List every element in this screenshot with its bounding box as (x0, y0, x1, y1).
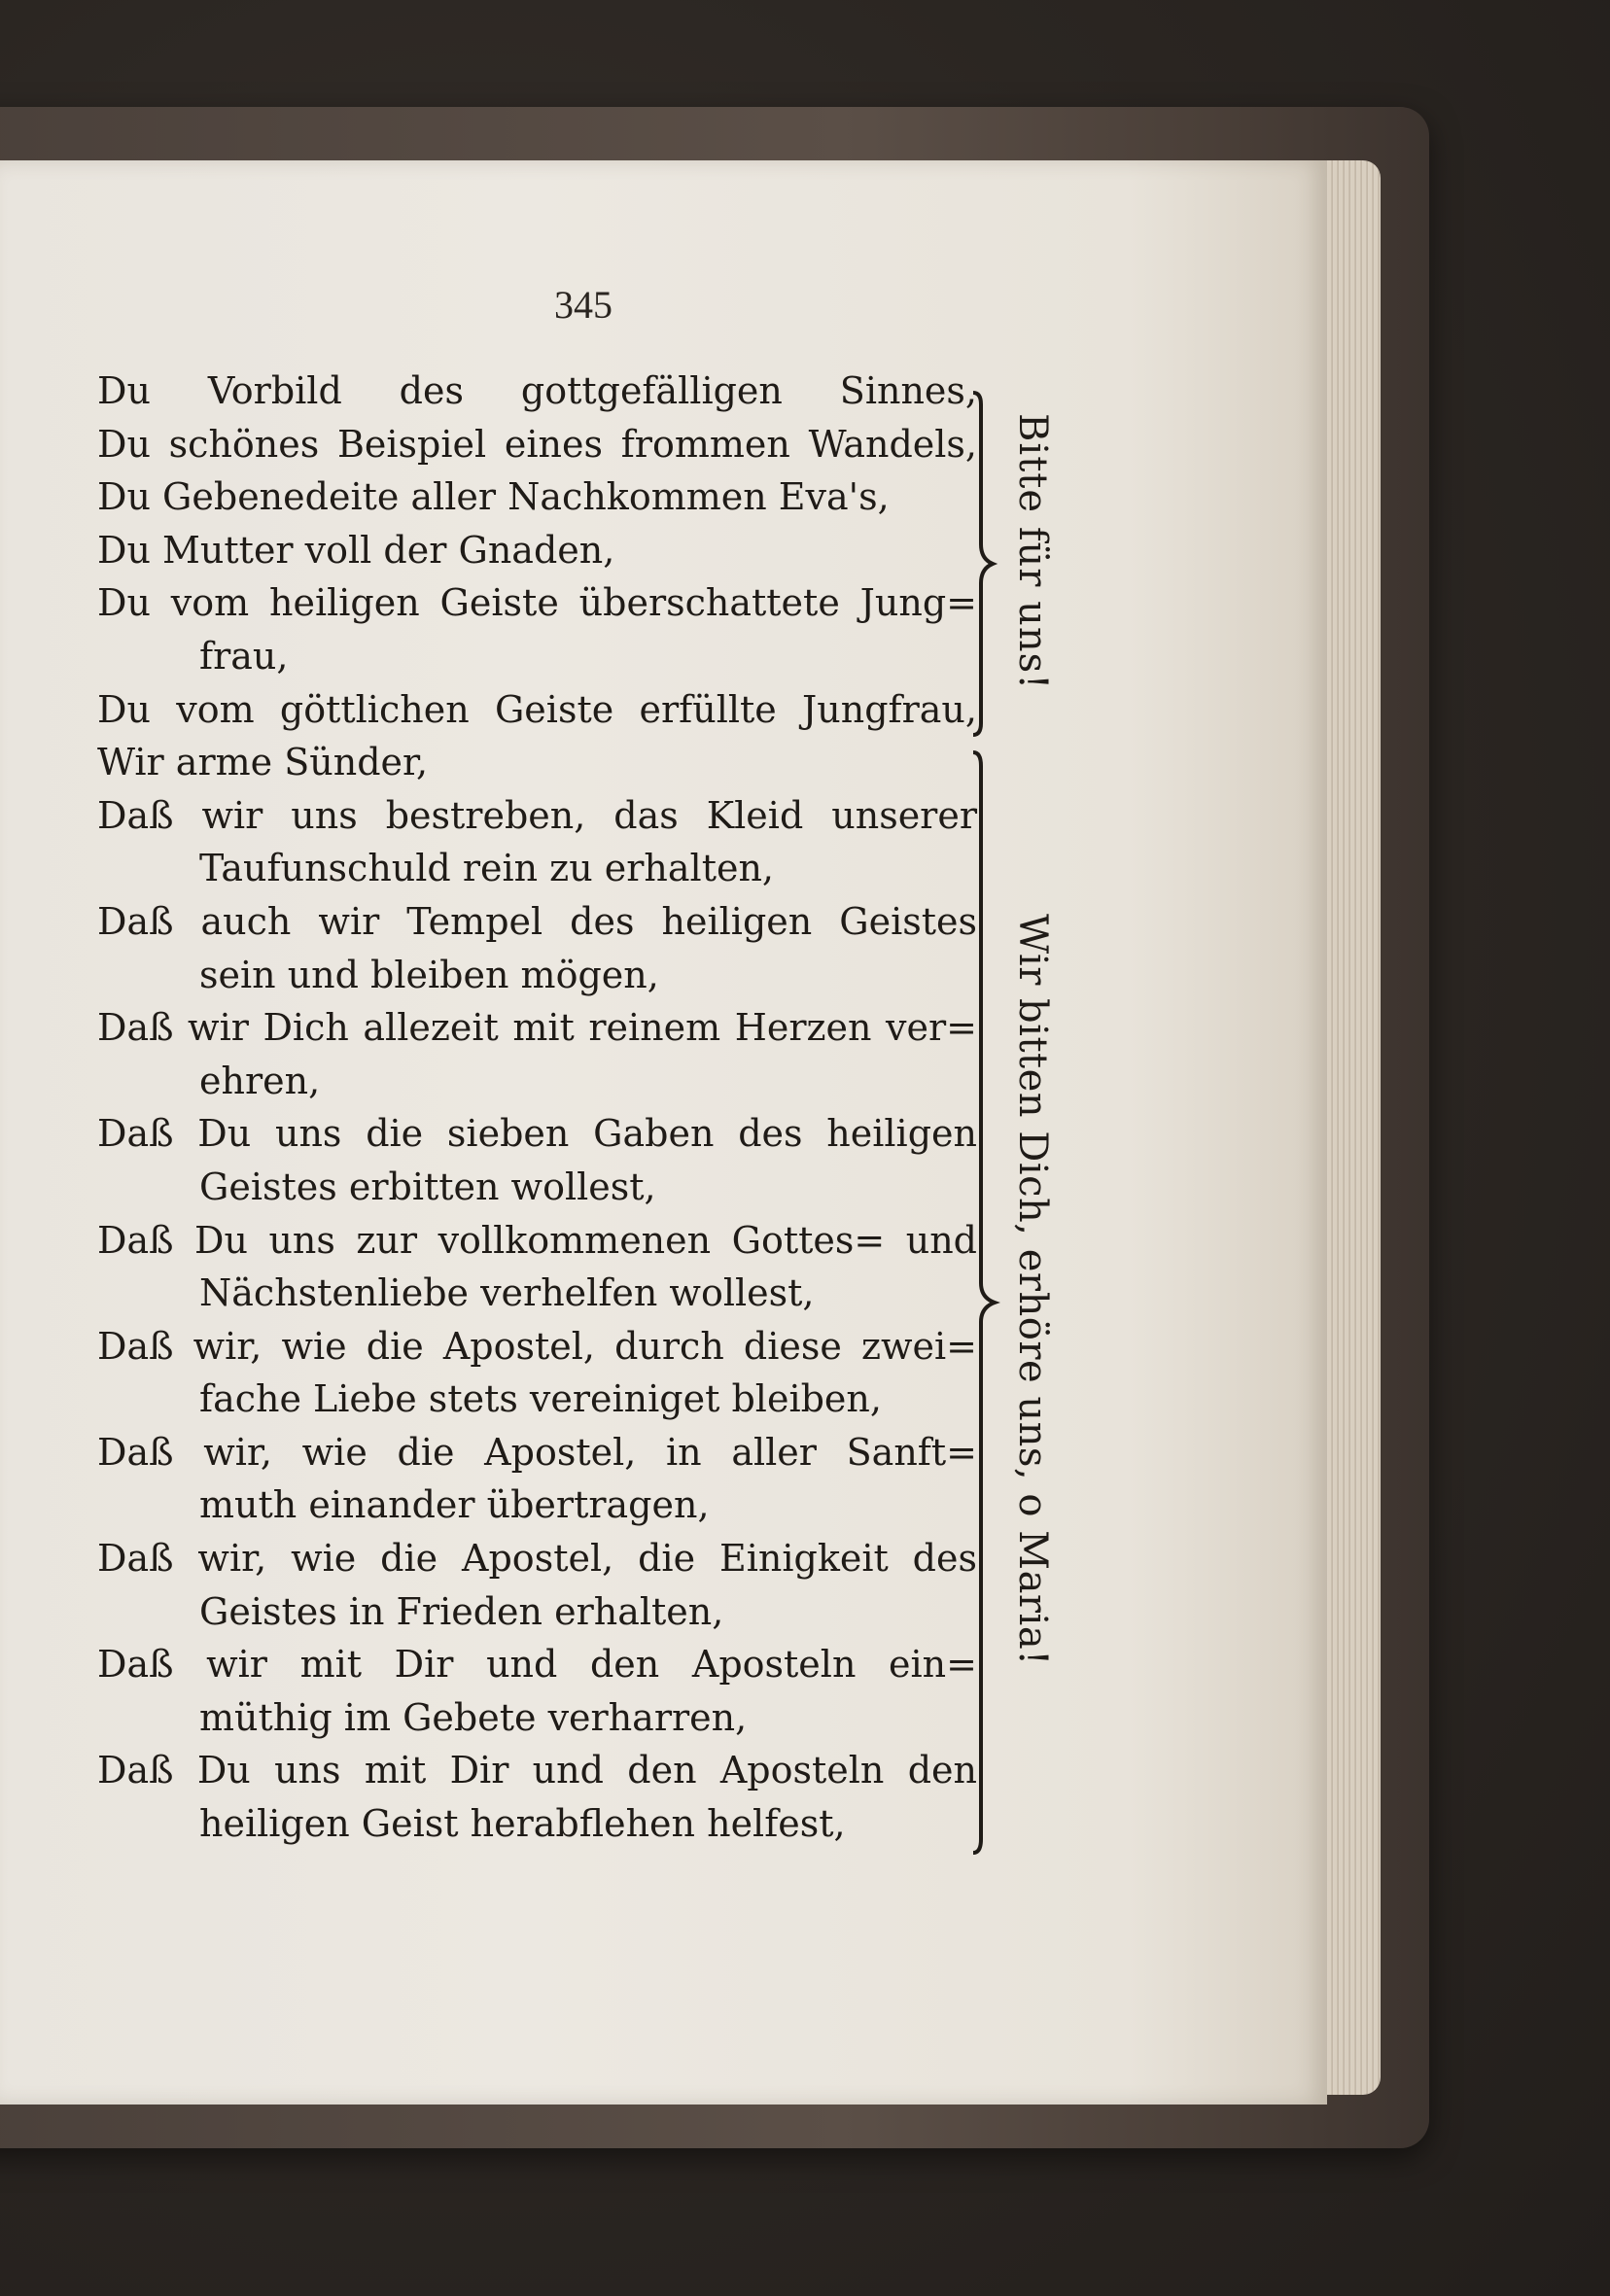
litany-line: Du vom göttlichen Geiste erfüllte Jungfrau, (97, 687, 977, 731)
litany-line: fache Liebe stets vereiniget bleiben, (199, 1377, 882, 1421)
litany-line: Geistes in Frieden erhalten, (199, 1589, 724, 1633)
litany-line: Taufunschuld rein zu erhalten, (199, 847, 775, 890)
litany-line: Geistes erbitten wollest, (199, 1165, 656, 1208)
litany-line: müthig im Gebete verharren, (199, 1695, 748, 1739)
litany-line: Daß wir, wie die Apostel, durch diese zwei= (97, 1324, 977, 1368)
brace-bitte (967, 389, 1006, 739)
litany-line: Daß wir, wie die Apostel, in aller Sanft= (97, 1430, 977, 1474)
litany-line: Du schönes Beispiel eines frommen Wandels, (97, 422, 977, 466)
litany-line: sein und bleiben mögen, (199, 953, 659, 996)
page-number: 345 (554, 283, 612, 327)
brace-wir-bitten (967, 748, 1006, 1857)
litany-line: heiligen Geist herabflehen helfest, (199, 1802, 846, 1846)
litany-text (97, 365, 977, 1851)
litany-line: Daß auch wir Tempel des heiligen Geistes (97, 899, 977, 943)
litany-line: Daß wir, wie die Apostel, die Einigkeit des (97, 1537, 977, 1581)
response-bitte-fuer-uns: Bitte für uns! (1010, 413, 1055, 691)
litany-line: Daß Du uns mit Dir und den Aposteln den (97, 1749, 977, 1792)
litany-line: Wir arme Sünder, (97, 741, 429, 784)
litany-line: Daß Du uns zur vollkommenen Gottes= und (97, 1218, 977, 1262)
litany-line: Daß Du uns die sieben Gaben des heiligen (97, 1112, 977, 1156)
litany-line: Daß wir mit Dir und den Aposteln ein= (97, 1643, 977, 1687)
litany-line: Du Vorbild des gottgefälligen Sinnes, (97, 369, 977, 412)
response-wir-bitten-dich: Wir bitten Dich, erhöre uns, o Maria! (1010, 914, 1055, 1666)
litany-line: Daß wir Dich allezeit mit reinem Herzen ver= (97, 1006, 977, 1050)
litany-line: muth einander übertragen, (199, 1483, 710, 1527)
litany-line: Nächstenliebe verhelfen wollest, (199, 1271, 815, 1315)
litany-line: Du Gebenedeite aller Nachkommen Eva's, (97, 475, 890, 519)
litany-line: ehren, (199, 1059, 321, 1102)
litany-line: frau, (199, 634, 289, 678)
litany-line: Du Mutter voll der Gnaden, (97, 528, 615, 572)
litany-line: Daß wir uns bestreben, das Kleid unserer (97, 793, 977, 837)
litany-line: Du vom heiligen Geiste überschattete Jung= (97, 581, 977, 625)
